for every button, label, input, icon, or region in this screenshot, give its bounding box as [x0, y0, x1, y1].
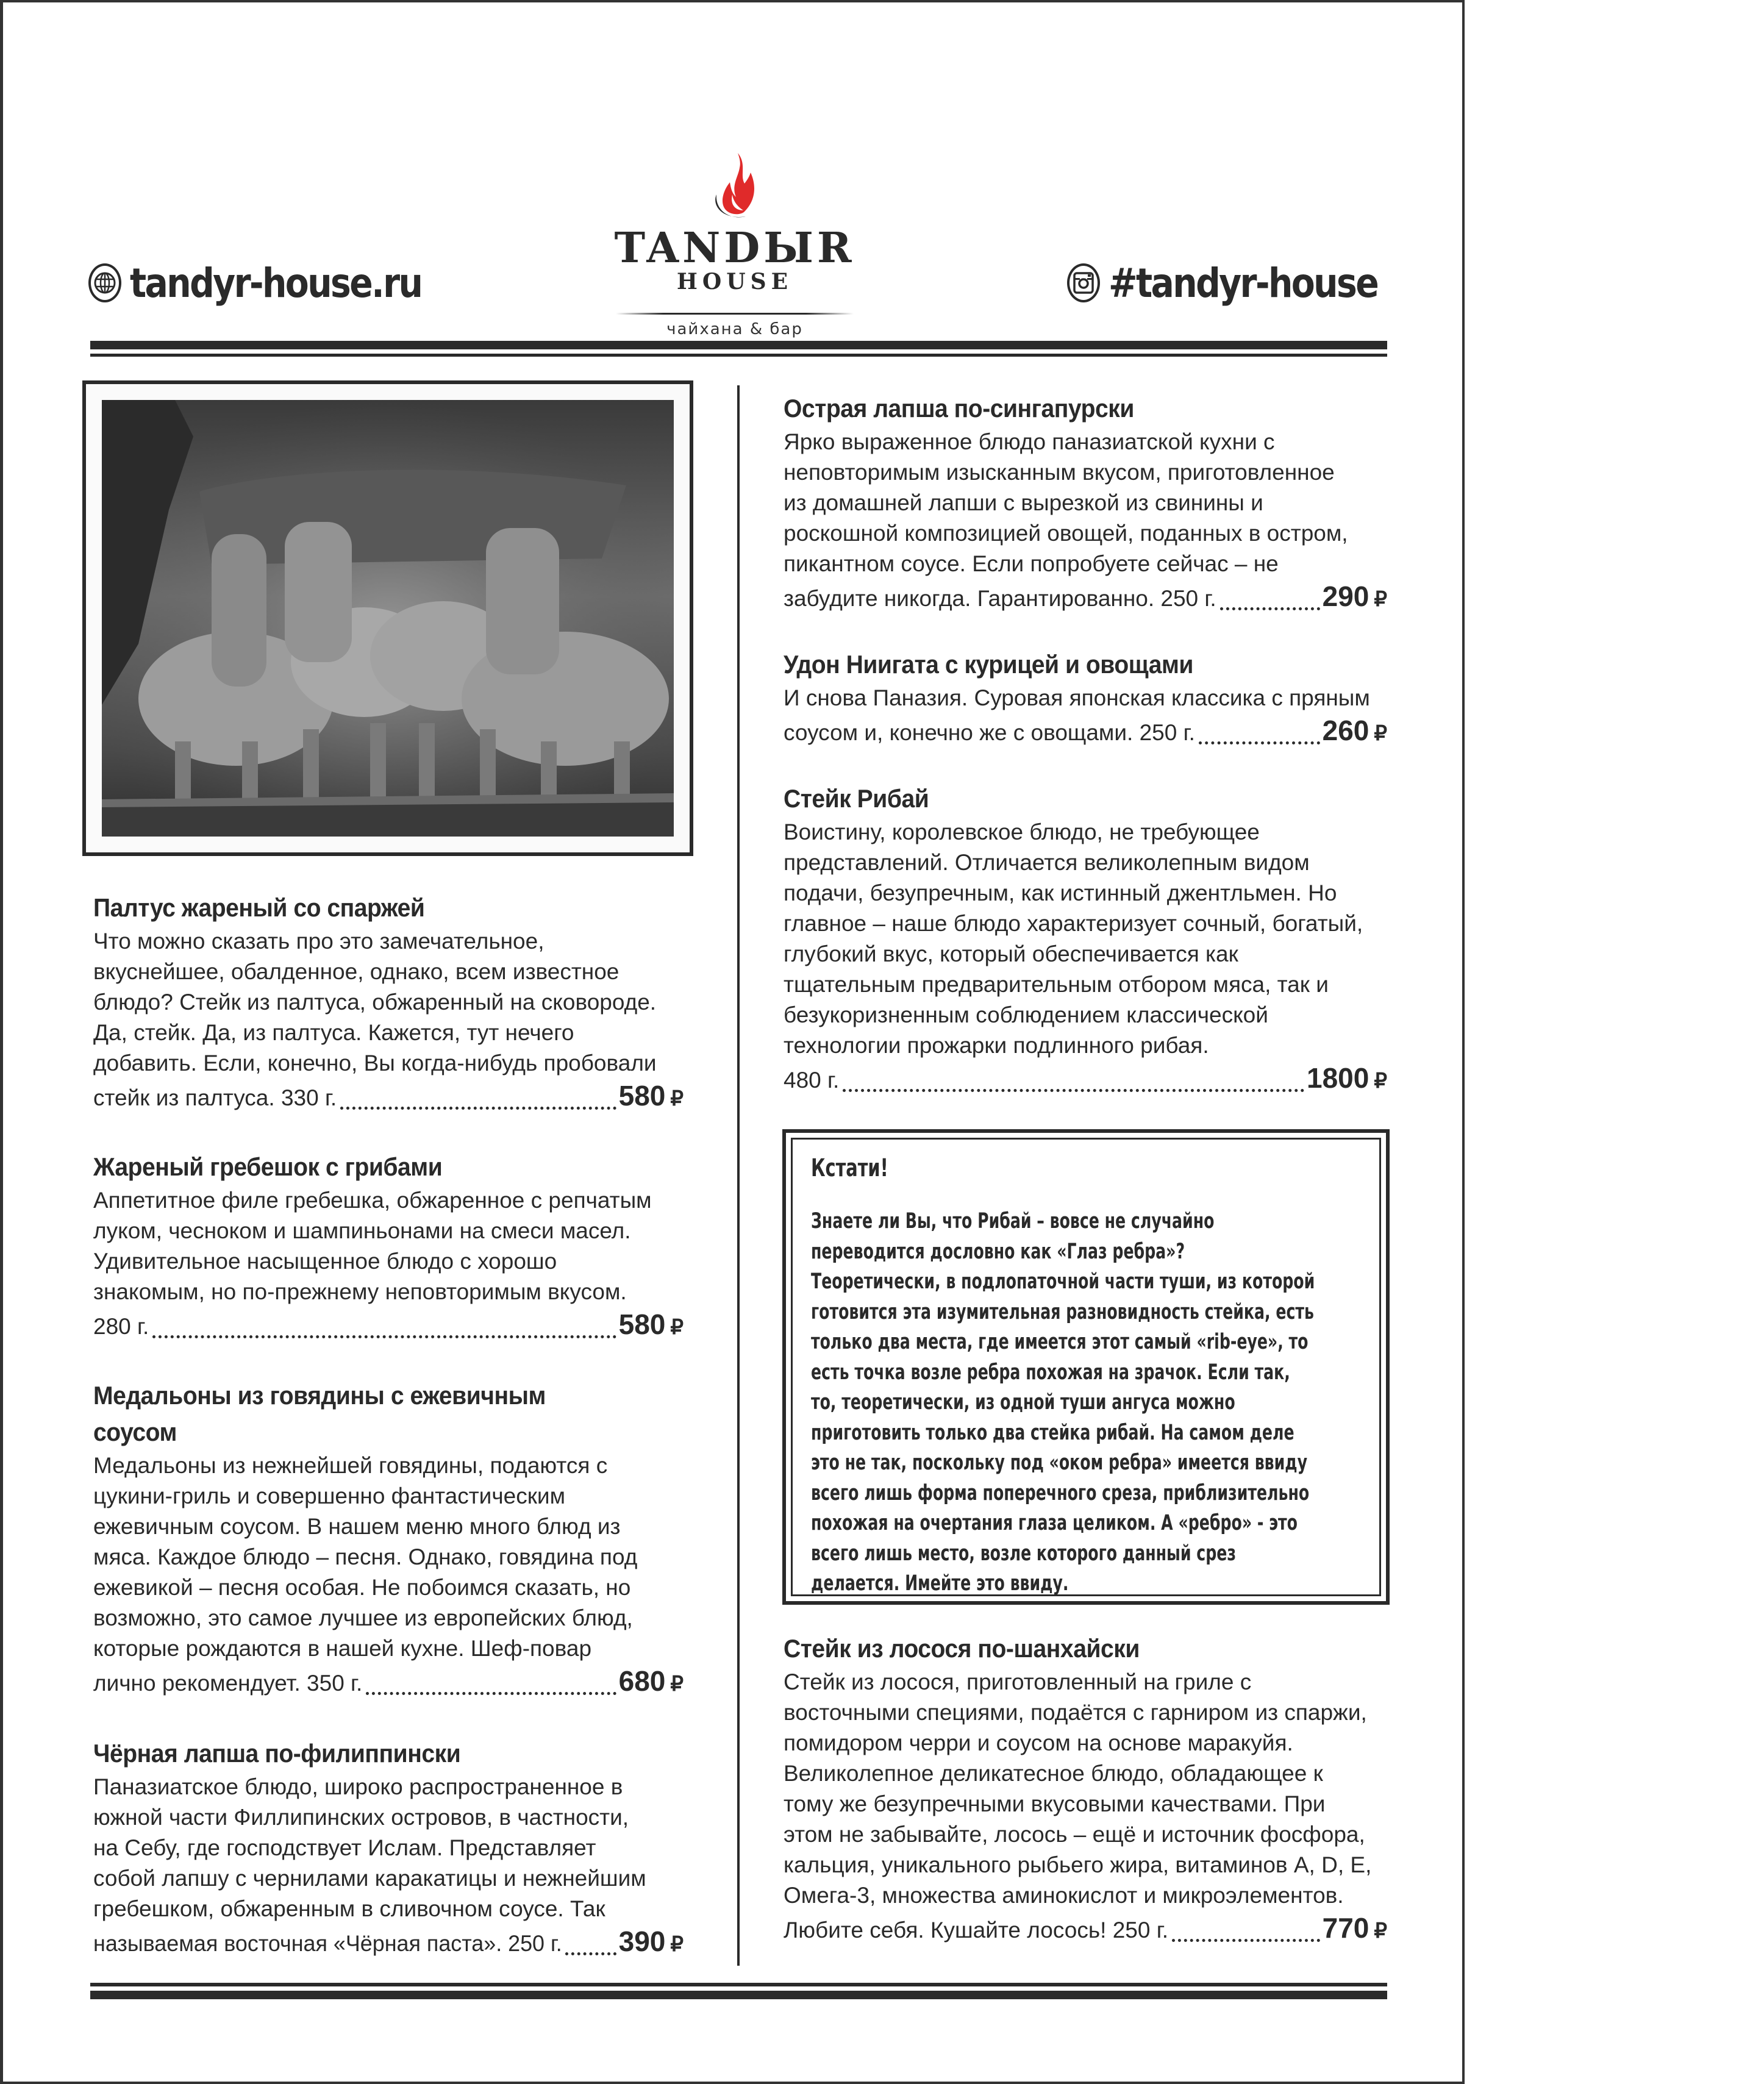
dish-item	[784, 780, 1387, 1098]
ruble-icon: ₽	[1374, 1919, 1387, 1943]
description-line: тому же безупречными вкусовыми качествами. При	[784, 1791, 1326, 1816]
portion-weight: лично рекомендует. 350 г.	[93, 1671, 363, 1696]
description-line: безукоризненным соблюдением классической	[784, 1002, 1268, 1027]
portion-weight: называемая восточная «Чёрная паста». 250 г.	[93, 1931, 562, 1956]
description-line: технологии прожарки подлинного рибая.	[784, 1033, 1209, 1058]
globe-icon	[88, 263, 121, 302]
description-line: луком, чесноком и шампиньонами на смеси масел.	[93, 1218, 631, 1243]
dish-title: Стейк Рибай	[784, 784, 929, 813]
description-line: Медальоны из нежнейшей говядины, подаются с	[93, 1453, 608, 1478]
description-line: возможно, это самое лучшее из европейских блюд,	[93, 1605, 633, 1630]
instagram-contact[interactable]	[1067, 255, 1421, 310]
ruble-icon: ₽	[1374, 588, 1387, 611]
description-line: ежевичным соусом. В нашем меню много блюд из	[93, 1514, 621, 1539]
dish-description	[93, 926, 684, 1079]
rock-relief-photo	[102, 400, 674, 837]
website-link[interactable]: tandyr-house.ru	[130, 259, 422, 307]
price-line	[93, 1924, 684, 1961]
description-line: которые рождаются в нашей кухне. Шеф-повар	[93, 1636, 592, 1661]
dish-title: Медальоны из говядины с ежевичным	[93, 1381, 546, 1410]
description-line: роскошной композицией овощей, поданных в остром,	[784, 521, 1348, 546]
ruble-icon: ₽	[670, 1087, 684, 1110]
price-line	[93, 1664, 684, 1701]
description-line: помидором черри и соусом на основе маракуйя.	[784, 1730, 1293, 1755]
dish-description	[784, 817, 1387, 1061]
description-line: на Себу, где господствует Ислам. Представляет	[93, 1835, 596, 1860]
dot-leader	[1172, 1912, 1320, 1942]
fact-line: приготовить только два стейка рибай. На самом деле	[811, 1420, 1294, 1445]
portion-weight: стейк из палтуса. 330 г.	[93, 1085, 337, 1110]
dot-leader	[843, 1062, 1304, 1092]
ruble-icon: ₽	[670, 1316, 684, 1339]
description-line: представлений. Отличается великолепным видом	[784, 850, 1310, 875]
portion-weight: забудите никогда. Гарантированно. 250 г.	[784, 586, 1216, 611]
ruble-icon: ₽	[1374, 1069, 1387, 1093]
dish-item	[93, 890, 684, 1116]
dot-leader	[340, 1080, 616, 1110]
instagram-icon	[1067, 263, 1100, 302]
fact-line: делается. Имейте это ввиду.	[811, 1571, 1069, 1596]
description-line: глубокий вкус, который обеспечивается как	[784, 941, 1238, 966]
price-line	[784, 579, 1387, 616]
fact-line: всего лишь форма поперечного среза, приблизительно	[811, 1480, 1310, 1505]
dot-leader	[366, 1665, 616, 1695]
logo-underline	[616, 313, 854, 315]
price-value: 680	[618, 1665, 666, 1697]
dish-item	[784, 646, 1387, 751]
dish-title: Палтус жареный со спаржей	[93, 893, 425, 922]
logo-tagline: чайхана & бар	[666, 320, 803, 338]
header-rule-thin	[90, 354, 1387, 357]
price-line	[93, 1079, 684, 1116]
photo-frame	[82, 380, 693, 856]
description-line: добавить. Если, конечно, Вы когда-нибудь пробовали	[93, 1051, 657, 1076]
logo-wordmark: TANDЫR	[614, 224, 855, 273]
description-line: Стейк из лосося, приготовленный на гриле с	[784, 1669, 1252, 1694]
description-line: мяса. Каждое блюдо – песня. Однако, говядина под	[93, 1544, 638, 1569]
fact-box	[782, 1129, 1390, 1605]
dish-item	[93, 1735, 684, 1961]
description-line: неповторимым изысканным вкусом, приготовленное	[784, 460, 1335, 485]
footer-rule-thin	[90, 1983, 1387, 1986]
dot-leader	[1220, 580, 1320, 610]
fact-line: всего лишь место, возле которого данный срез	[811, 1541, 1236, 1566]
dish-title: Стейк из лосося по-шанхайски	[784, 1634, 1140, 1663]
website-contact[interactable]	[88, 255, 469, 310]
description-line: пикантном соусе. Если попробуете сейчас – не	[784, 551, 1279, 576]
price-line	[784, 713, 1387, 751]
dish-title: Удон Ниигата с курицей и овощами	[784, 650, 1193, 679]
description-line: из домашней лапши с вырезкой из свинины и	[784, 490, 1263, 515]
dish-item	[93, 1149, 684, 1344]
fact-box-body	[811, 1207, 1511, 1599]
fact-line: только два места, где имеется этот самый «rib-eye», то	[811, 1330, 1309, 1354]
description-line: Омега-3, множества аминокислот и микроэлементов.	[784, 1883, 1344, 1908]
description-line: кальция, уникального рыбьего жира, витаминов A, D, E,	[784, 1852, 1372, 1877]
portion-weight: соусом и, конечно же с овощами. 250 г.	[784, 720, 1195, 745]
description-line: Воистину, королевское блюдо, не требующее	[784, 819, 1260, 844]
fact-line: похожая на очертания глаза целиком. А «ребро» - это	[811, 1511, 1298, 1535]
dish-description	[784, 683, 1387, 713]
description-line: тщательным предварительным отбором мяса, так и	[784, 972, 1329, 997]
description-line: Ярко выраженное блюдо паназиатской кухни с	[784, 429, 1275, 454]
fact-line: это не так, поскольку под «оком ребра» имеется ввиду	[811, 1451, 1308, 1475]
ruble-icon: ₽	[1374, 722, 1387, 745]
price-value: 260	[1322, 715, 1369, 746]
fact-box-title: Кстати!	[811, 1154, 888, 1182]
description-line: главное – наше блюдо характеризует сочный, богатый,	[784, 911, 1363, 936]
description-line: цукини-гриль и совершенно фантастическим	[93, 1483, 566, 1508]
description-line: южной части Филлипинских островов, в частности,	[93, 1805, 629, 1830]
description-line: этом не забывайте, лосось – ещё и источник фосфора,	[784, 1822, 1365, 1847]
dish-title: соусом	[93, 1418, 177, 1446]
description-line: Да, стейк. Да, из палтуса. Кажется, тут нечего	[93, 1020, 574, 1045]
description-line: Удивительное насыщенное блюдо с хорошо	[93, 1249, 557, 1274]
flame-icon	[704, 152, 765, 224]
dot-leader	[1199, 715, 1320, 744]
description-line: Паназиатское блюдо, широко распространенное в	[93, 1774, 623, 1799]
description-line: И снова Паназия. Суровая японская классика с пряным	[784, 685, 1370, 710]
price-line	[784, 1061, 1387, 1098]
description-line: блюдо? Стейк из палтуса, обжаренный на сковороде.	[93, 990, 657, 1015]
price-value: 1800	[1307, 1062, 1369, 1094]
ruble-icon: ₽	[670, 1933, 684, 1956]
description-line: гребешком, обжаренным в сливочном соусе. Так	[93, 1896, 605, 1921]
price-value: 580	[618, 1080, 666, 1112]
description-line: ежевикой – песня особая. Не побоимся сказать, но	[93, 1575, 631, 1600]
instagram-hashtag[interactable]: #tandyr-house	[1109, 259, 1378, 307]
dish-description	[93, 1772, 684, 1924]
portion-weight: 480 г.	[784, 1068, 840, 1093]
dish-description	[93, 1451, 684, 1664]
description-line: подачи, безупречным, как истинный джентльмен. Но	[784, 880, 1337, 905]
ruble-icon: ₽	[670, 1672, 684, 1696]
header-rule-thick	[90, 341, 1387, 349]
column-divider	[737, 385, 740, 1966]
description-line: собой лапшу с чернилами каракатицы и нежнейшим	[93, 1866, 646, 1891]
footer-rule-thick	[90, 1991, 1387, 1999]
dish-description	[784, 427, 1387, 579]
dot-leader	[565, 1925, 616, 1955]
fact-line: есть точка возле ребра похожая на зрачок. Если так,	[811, 1360, 1290, 1385]
price-line	[784, 1911, 1387, 1948]
logo	[604, 152, 866, 338]
dish-description	[93, 1185, 684, 1307]
dish-description	[784, 1667, 1387, 1911]
description-line: Аппетитное филе гребешка, обжаренное с репчатым	[93, 1188, 652, 1213]
fact-box-inner-frame	[791, 1138, 1381, 1596]
price-line	[93, 1307, 684, 1344]
portion-weight: 280 г.	[93, 1314, 149, 1339]
description-line: знакомым, но по-прежнему неповторимым вкусом.	[93, 1279, 627, 1304]
price-value: 770	[1322, 1912, 1369, 1944]
dish-title: Чёрная лапша по-филиппински	[93, 1739, 461, 1768]
fact-line: Знаете ли Вы, что Рибай – вовсе не случайно	[811, 1209, 1215, 1233]
price-value: 290	[1322, 580, 1369, 612]
dish-item	[784, 1630, 1387, 1948]
dot-leader	[152, 1308, 616, 1338]
description-line: Что можно сказать про это замечательное,	[93, 929, 545, 954]
logo-subword: HOUSE	[676, 269, 793, 294]
dish-item	[784, 390, 1387, 616]
dish-title: Жареный гребешок с грибами	[93, 1152, 443, 1181]
portion-weight: Любите себя. Кушайте лосось! 250 г.	[784, 1918, 1168, 1943]
fact-line: переводится дословно как «Глаз ребра»?	[811, 1239, 1185, 1264]
description-line: восточными специями, подаётся с гарниром из спаржи,	[784, 1700, 1367, 1725]
fact-line: Теоретически, в подлопаточной части туши, из которой	[811, 1269, 1315, 1294]
description-line: вкуснейшее, обалденное, однако, всем известное	[93, 959, 620, 984]
fact-line: то, теоретически, из одной туши ангуса можно	[811, 1390, 1235, 1415]
description-line: Великолепное деликатесное блюдо, обладающее к	[784, 1761, 1323, 1786]
fact-line: готовится эта изумительная разновидность стейка, есть	[811, 1299, 1314, 1324]
dish-item	[93, 1377, 684, 1701]
price-value: 580	[618, 1308, 666, 1340]
dish-title: Острая лапша по-сингапурски	[784, 394, 1134, 423]
price-value: 390	[618, 1925, 666, 1957]
